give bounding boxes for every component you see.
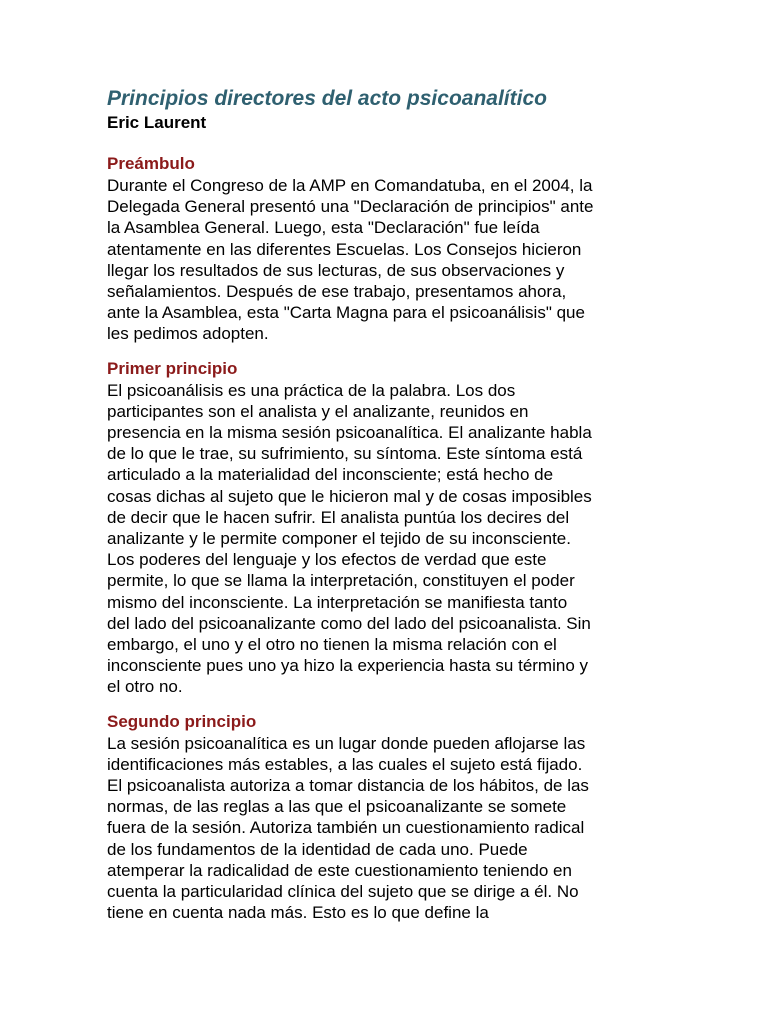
text-line: atentamente en las diferentes Escuelas. Los Consejos hicieron [107, 239, 582, 259]
text-line: de los fundamentos de la identidad de cada uno. Puede [107, 839, 528, 859]
text-line: fuera de la sesión. Autoriza también un cuestionamiento radical [107, 818, 585, 838]
text-line: les pedimos adopten. [107, 324, 269, 344]
document-page [107, 86, 667, 937]
section-heading: Preámbulo [107, 154, 195, 173]
text-line: El psicoanalista autoriza a tomar distancia de los hábitos, de las [107, 776, 589, 796]
text-line: señalamientos. Después de ese trabajo, presentamos ahora, [107, 282, 567, 302]
text-line: participantes son el analista y el analizante, reunidos en [107, 401, 529, 421]
text-line: cosas dichas al sujeto que le hicieron mal y de cosas imposibles [107, 486, 592, 506]
text-line: del lado del psicoanalizante como del lado del psicoanalista. Sin [107, 613, 591, 633]
text-line: analizante y le permite componer el tejido de su inconsciente. [107, 529, 571, 549]
text-line: identificaciones más estables, a las cuales el sujeto está fijado. [107, 754, 583, 774]
text-line: tiene en cuenta nada más. Esto es lo que define la [107, 903, 489, 923]
text-line: Los poderes del lenguaje y los efectos de verdad que este [107, 550, 547, 570]
text-line: inconsciente pues uno ya hizo la experiencia hasta su término y [107, 656, 589, 676]
section-segundo-principio [107, 711, 667, 924]
section-body [107, 733, 667, 924]
text-line: de lo que le trae, su sufrimiento, su síntoma. Este síntoma está [107, 444, 583, 464]
text-line: El psicoanálisis es una práctica de la palabra. Los dos [107, 380, 516, 400]
text-line: Durante el Congreso de la AMP en Comandatuba, en el 2004, la [107, 176, 593, 195]
text-line: permite, lo que se llama la interpretación, constituyen el poder [107, 571, 575, 591]
text-line: embargo, el uno y el otro no tienen la misma relación con el [107, 635, 557, 655]
section-body [107, 380, 667, 698]
text-line: normas, de las reglas a las que el psicoanalizante se somete [107, 797, 567, 817]
text-line: cuenta la particularidad clínica del sujeto que se dirige a él. No [107, 882, 579, 902]
text-line: atemperar la radicalidad de este cuestionamiento teniendo en [107, 860, 572, 880]
text-line: mismo del inconsciente. La interpretación se manifiesta tanto [107, 592, 568, 612]
section-heading: Primer principio [107, 358, 238, 378]
text-line: presencia en la misma sesión psicoanalítica. El analizante habla [107, 423, 592, 443]
section-preambulo [107, 153, 667, 345]
text-line: ante la Asamblea, esta "Carta Magna para el psicoanálisis" que [107, 303, 585, 323]
text-line: de decir que le hacen sufrir. El analista puntúa los decires del [107, 507, 570, 527]
text-line: Delegada General presentó una "Declaración de principios" ante [107, 197, 594, 217]
document-author: Eric Laurent [107, 113, 207, 132]
document-title: Principios directores del acto psicoanalítico [107, 87, 547, 110]
text-line: llegar los resultados de sus lecturas, de sus observaciones y [107, 260, 565, 280]
text-line: La sesión psicoanalítica es un lugar donde pueden aflojarse las [107, 733, 586, 753]
section-body [107, 175, 667, 345]
section-heading: Segundo principio [107, 711, 257, 731]
text-line: el otro no. [107, 677, 183, 697]
text-line: articulado a la materialidad del inconsciente; está hecho de [107, 465, 554, 485]
section-primer-principio [107, 358, 667, 698]
text-line: la Asamblea General. Luego, esta "Declaración" fue leída [107, 218, 540, 238]
